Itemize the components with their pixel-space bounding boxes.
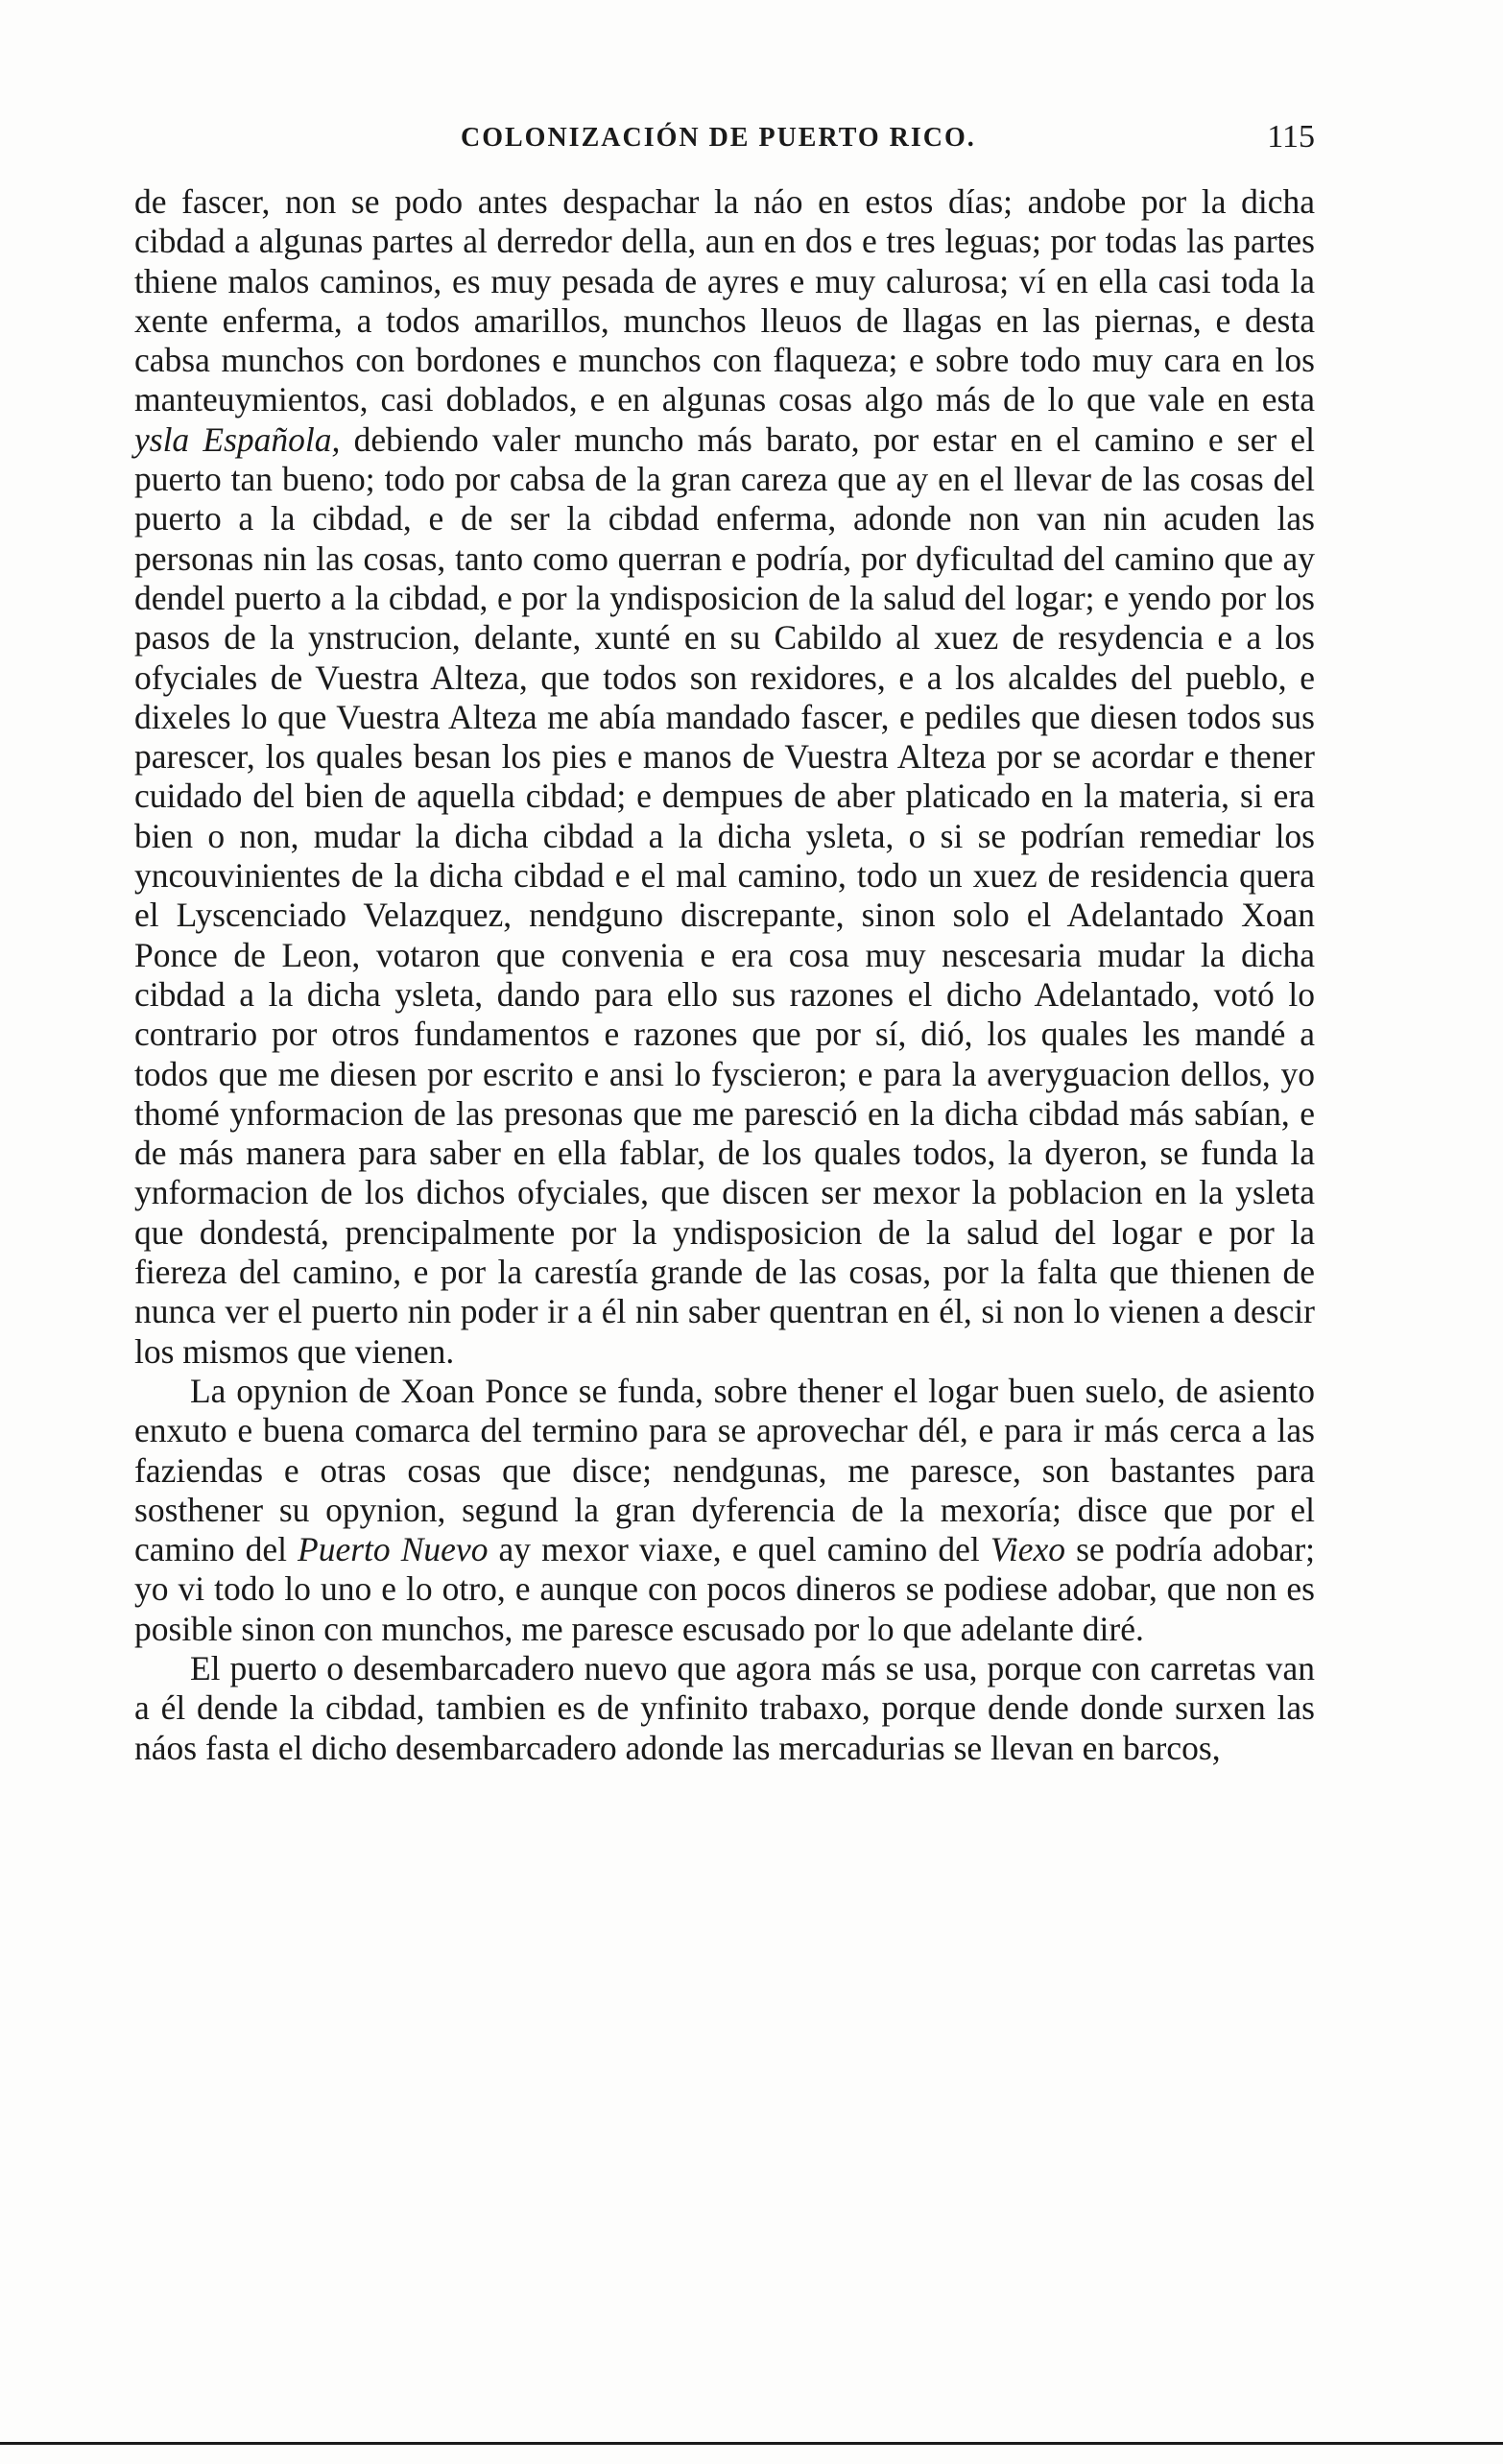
- paragraph-1-italic-place-name: ysla Española,: [134, 419, 341, 459]
- paragraph-3: [134, 1649, 1315, 1768]
- paragraph-1: [134, 182, 1315, 1372]
- bottom-rule: [0, 2442, 1503, 2445]
- paragraph-2-italic-viexo: Viexo: [990, 1530, 1066, 1569]
- paragraph-1-text-2: debiendo valer muncho más barato, por estar en el camino e ser el puerto tan bueno; todo por cabsa de la gran careza que ay en el llevar de las cosas del puerto a la cibdad, e de ser la cibdad enferma, adonde non van nin acuden las personas nin las cosas, tanto como querran e podría, por dyficultad del camino que ay dendel puerto a la cibdad, e por la yndisposicion de la salud del logar; e yendo por los pasos de la ynstrucion, delante, xunté en su Cabildo al xuez de resydencia e a los ofyciales de Vuestra Alteza, que todos son rexidores, e a los alcaldes del pueblo, e dixeles lo que Vuestra Alteza me abía mandado fascer, e pediles que diesen todos sus parescer, los quales besan los pies e manos de Vuestra Alteza por se acordar e thener cuidado del bien de aquella cibdad; e dempues de aber platicado en la materia, si era bien o non, mudar la dicha cibdad a la dicha ysleta, o si se podrían remediar los yncouvinientes de la dicha cibdad e el mal camino, todo un xuez de residencia quera el Lyscenciado Velazquez, nendguno discrepante, sinon solo el Adelantado Xoan Ponce de Leon, votaron que convenia e era cosa muy nescesaria mudar la dicha cibdad a la dicha ysleta, dando para ello sus razones el dicho Adelantado, votó lo contrario por otros fundamentos e razones que por sí, dió, los quales les mandé a todos que me diesen por escrito e ansi lo fyscieron; e para la averyguacion dellos, yo thomé ynformacion de las presonas que me paresció en la dicha cibdad más sabían, e de más manera para saber en ella fablar, de los quales todos, la dyeron, se funda la ynformacion de los dichos ofyciales, que discen ser mexor la poblacion en la ysleta que dondestá, prencipalmente por la yndisposicion de la salud del logar e por la fiereza del camino, e por la carestía grande de las cosas, por la falta que thienen de nunca ver el puerto nin poder ir a él nin saber quentran en él, si non lo vienen a descir los mismos que vienen.: [134, 419, 1315, 1371]
- running-title: COLONIZACIÓN DE PUERTO RICO.: [461, 123, 976, 153]
- paragraph-1-text-1: de fascer, non se podo antes despachar la náo en estos días; andobe por la dicha cibdad a algunas partes al derredor della, aun en dos e tres leguas; por todas las partes thiene malos caminos, es muy pesada de ayres e muy calurosa; ví en ella casi toda la xente enferma, a todos amarillos, munchos lleuos de llagas en las piernas, e desta cabsa munchos con bordones e munchos con flaqueza; e sobre todo muy cara en los manteuymientos, casi doblados, e en algunas cosas algo más de lo que vale en esta: [134, 182, 1315, 419]
- paragraph-2-italic-puerto-nuevo: Puerto Nuevo: [298, 1530, 489, 1569]
- page-number: 115: [1267, 119, 1315, 155]
- running-head: [134, 119, 1315, 161]
- paragraph-2: [134, 1372, 1315, 1649]
- paragraph-2-text-2: ay mexor viaxe, e quel camino del: [488, 1530, 990, 1569]
- paragraph-3-text-1: El puerto o desembarcadero nuevo que agora más se usa, porque con carretas van a él dende la cibdad, tambien es de ynfinito trabaxo, porque dende donde surxen las náos fasta el dicho desembarcadero adonde las mercadurias se llevan en barcos,: [134, 1648, 1315, 1767]
- paragraph-2-text-3: se podría adobar; yo vi todo lo uno e lo otro, e aunque con pocos dineros se podiese adobar, que non es posible sinon con munchos, me paresce escusado por lo que adelante diré.: [134, 1530, 1316, 1648]
- body-text: [134, 182, 1315, 1768]
- paragraph-2-text-1: La opynion de Xoan Ponce se funda, sobre thener el logar buen suelo, de asiento enxuto e buena comarca del termino para se aprovechar dél, e para ir más cerca a las faziendas e otras cosas que disce; nendgunas, me paresce, son bastantes para sosthener su opynion, segund la gran dyferencia de la mexoría; disce que por el camino del: [134, 1371, 1315, 1569]
